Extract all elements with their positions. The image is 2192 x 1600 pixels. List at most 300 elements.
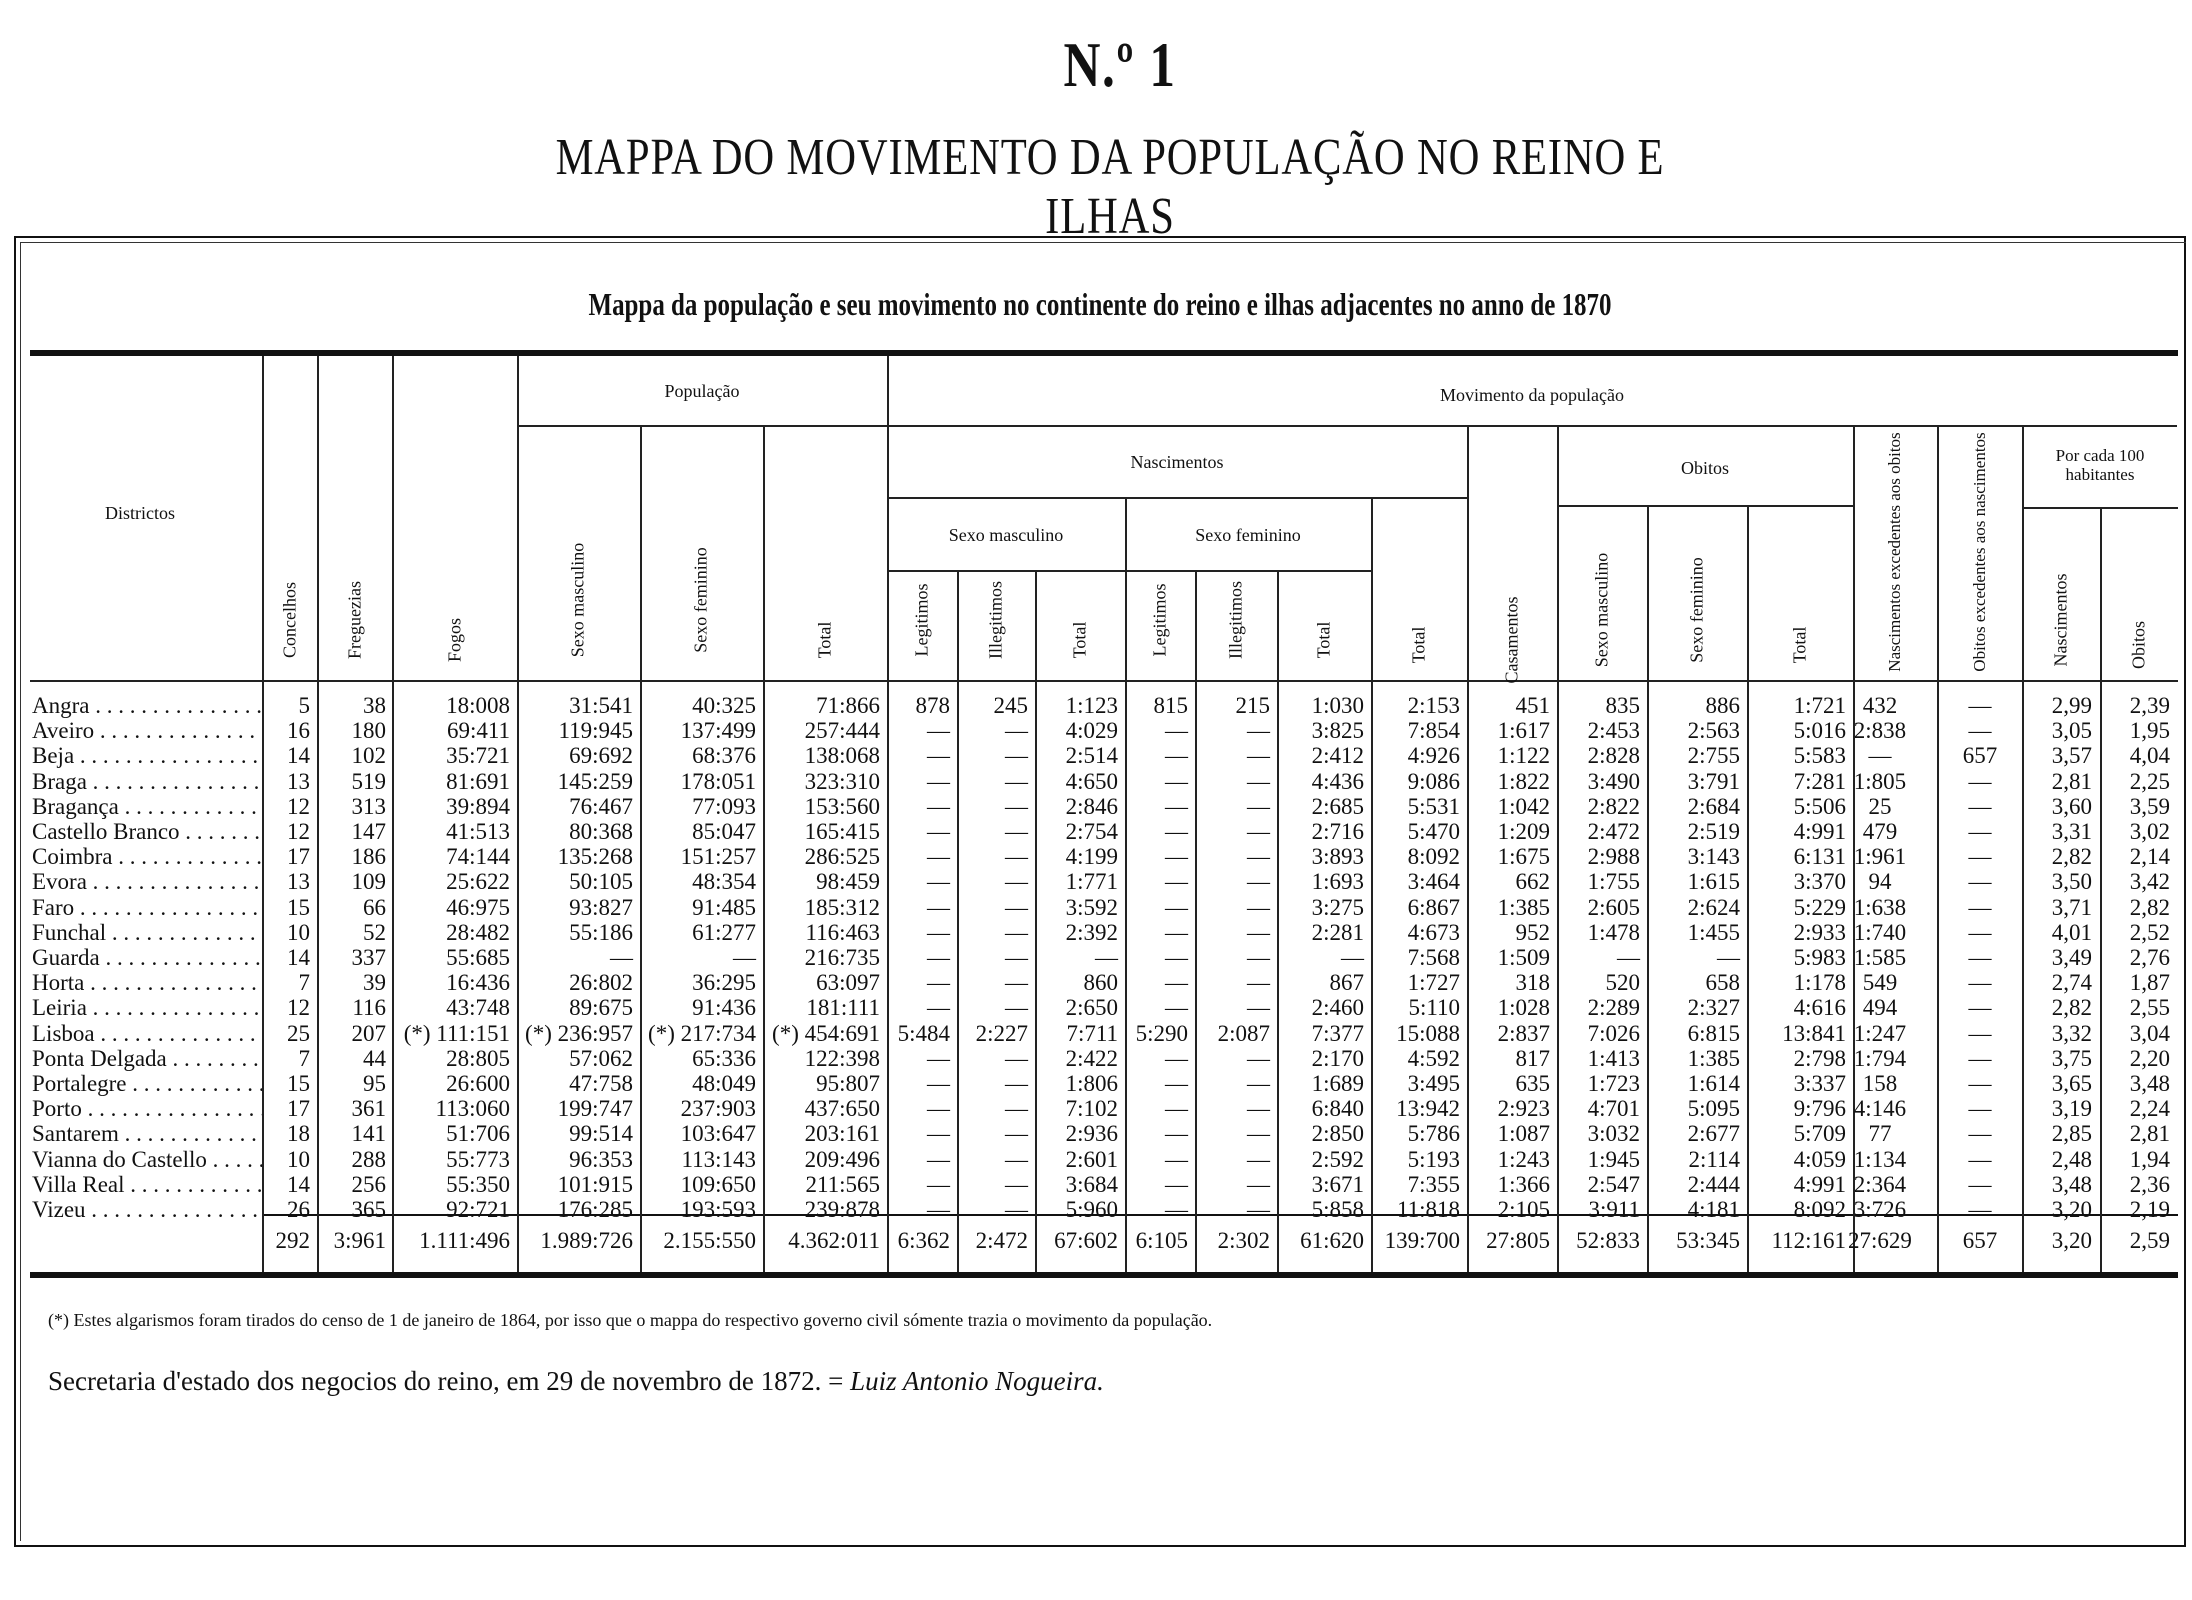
table-cell: 2:170 — [1311, 1045, 1364, 1071]
table-cell: 3:464 — [1407, 869, 1460, 895]
table-cell: 3,42 — [2129, 869, 2170, 895]
table-cell: 1:721 — [1793, 693, 1846, 718]
table-cell: 867 — [1329, 970, 1364, 996]
totals-cell: 1.989:726 — [540, 1228, 633, 1253]
table-cell: 2:923 — [1497, 1096, 1550, 1122]
table-cell: 239:878 — [804, 1197, 880, 1222]
table-cell: 1:028 — [1497, 995, 1550, 1021]
table-cell: — — [1247, 1171, 1270, 1197]
table-cell: 2:650 — [1065, 995, 1118, 1021]
table-cell: — — [1968, 1171, 1992, 1197]
table-cell: — — [1005, 793, 1028, 819]
table-cell: 15:088 — [1396, 1020, 1460, 1046]
table-cell: 2:605 — [1587, 894, 1640, 920]
nascimentos-rule — [887, 497, 1467, 499]
table-cell: 14 — [287, 1171, 310, 1197]
totals-cell: 27:629 — [1848, 1228, 1912, 1253]
table-cell: 3:370 — [1793, 869, 1846, 895]
table-cell: 55:186 — [569, 919, 633, 945]
table-cell: 91:436 — [692, 995, 756, 1021]
table-cell: — — [1247, 768, 1270, 794]
table-cell: 95 — [363, 1071, 386, 1096]
table-cell: 1:689 — [1311, 1071, 1364, 1096]
table-cell: 3:032 — [1587, 1121, 1640, 1147]
table-cell: 2:281 — [1311, 919, 1364, 945]
table-cell: — — [1868, 743, 1892, 769]
table-cell: 94 — [1868, 869, 1892, 895]
table-cell: 1:805 — [1853, 768, 1907, 794]
table-cell: 10 — [287, 919, 310, 945]
table-cell: 2,81 — [2129, 1121, 2170, 1147]
table-cell: 4:991 — [1793, 819, 1846, 844]
table-cell: 2:822 — [1587, 793, 1640, 819]
table-cell: 109:650 — [680, 1171, 756, 1197]
table-cell: 2,48 — [2051, 1146, 2092, 1172]
table-cell: — — [1968, 919, 1992, 945]
district-name: Castello Branco . . . — [32, 819, 262, 845]
table-cell: — — [1968, 1020, 1992, 1046]
table-cell: 55:685 — [446, 945, 510, 970]
table-cell: — — [1005, 1096, 1028, 1122]
table-cell: — — [1247, 1096, 1270, 1122]
table-cell: 657 — [1962, 743, 1998, 769]
table-cell: 109 — [351, 869, 386, 895]
table-cell: 2:114 — [1688, 1146, 1740, 1172]
table-cell: 286:525 — [804, 844, 880, 870]
table-cell: 3,49 — [2051, 945, 2092, 970]
table-cell: 1:794 — [1853, 1045, 1907, 1071]
table-cell: 4:029 — [1065, 718, 1118, 744]
table-cell: 99:514 — [569, 1121, 633, 1147]
document-number: N.º 1 — [1063, 29, 1177, 100]
table-cell: 432 — [1862, 693, 1898, 718]
table-cell: 1:822 — [1497, 768, 1550, 794]
table-cell: — — [1005, 1197, 1028, 1222]
table-cell: 199:747 — [557, 1096, 633, 1122]
table-cell: 5:709 — [1793, 1121, 1846, 1147]
table-cell: 361 — [351, 1096, 386, 1122]
table-cell: — — [1247, 1146, 1270, 1172]
table-cell: 66 — [363, 894, 386, 920]
table-cell: 519 — [351, 768, 386, 794]
table-cell: 2,81 — [2051, 768, 2092, 794]
table-cell: — — [927, 1121, 950, 1147]
table-cell: 2:547 — [1587, 1171, 1640, 1197]
table-cell: 16:436 — [446, 970, 510, 996]
table-cell: 13:841 — [1782, 1020, 1846, 1046]
table-cell: 81:691 — [446, 768, 510, 794]
table-cell: 2:850 — [1311, 1121, 1364, 1147]
table-cell: 98:459 — [816, 869, 880, 895]
table-cell: — — [1005, 1071, 1028, 1096]
table-cell: 35:721 — [446, 743, 510, 769]
totals-cell: 2,59 — [2129, 1228, 2170, 1253]
table-cell: — — [927, 819, 950, 844]
table-cell: 2,55 — [2129, 995, 2170, 1021]
table-cell: 1:178 — [1793, 970, 1846, 996]
table-cell: — — [1968, 1096, 1992, 1122]
table-cell: — — [1005, 743, 1028, 769]
table-cell: 1:123 — [1065, 693, 1118, 718]
table-cell: 7:355 — [1407, 1171, 1460, 1197]
table-cell: 2:453 — [1587, 718, 1640, 744]
district-name: Ponta Delgada . . . — [32, 1046, 262, 1072]
table-cell: 7 — [298, 970, 310, 996]
table-cell: (*) 454:691 — [772, 1020, 880, 1046]
table-cell: 39:894 — [446, 793, 510, 819]
table-cell: 2:105 — [1497, 1197, 1550, 1222]
table-cell: 211:565 — [805, 1171, 880, 1197]
table-cell: 7:102 — [1065, 1096, 1118, 1122]
table-cell: 2,52 — [2129, 919, 2170, 945]
table-cell: 3,59 — [2129, 793, 2170, 819]
table-cell: 835 — [1605, 693, 1640, 718]
table-cell: 2,82 — [2051, 995, 2092, 1021]
table-cell: — — [1005, 1146, 1028, 1172]
table-cell: 2:685 — [1311, 793, 1364, 819]
table-cell: 860 — [1083, 970, 1118, 996]
table-cell: — — [1247, 819, 1270, 844]
table-cell: 4:436 — [1311, 768, 1364, 794]
table-cell: 80:368 — [569, 819, 633, 844]
district-name: Aveiro . . . — [32, 718, 262, 744]
table-cell: 1:614 — [1687, 1071, 1740, 1096]
header-pop-fem: Sexo feminino — [690, 547, 711, 653]
table-cell: 3,65 — [2051, 1071, 2092, 1096]
table-cell: — — [1968, 894, 1992, 920]
table-cell: — — [1165, 1096, 1188, 1122]
table-cell: 1:385 — [1687, 1045, 1740, 1071]
district-name: Bragança . . . — [32, 794, 262, 820]
table-cell: — — [1247, 945, 1270, 970]
table-cell: 147 — [351, 819, 386, 844]
totals-cell: 2:472 — [975, 1228, 1028, 1253]
table-cell: — — [927, 718, 950, 744]
table-cell: 3,60 — [2051, 793, 2092, 819]
table-cell: 28:805 — [446, 1045, 510, 1071]
totals-cell: 3,20 — [2051, 1228, 2092, 1253]
totals-cell: 52:833 — [1576, 1228, 1640, 1253]
table-cell: 337 — [351, 945, 386, 970]
table-cell: 3,04 — [2129, 1020, 2170, 1046]
table-cell: 102 — [351, 743, 386, 769]
table-cell: — — [1968, 1121, 1992, 1147]
table-cell: 141 — [351, 1121, 386, 1147]
table-cell: 1:727 — [1407, 970, 1460, 996]
table-cell: 4:199 — [1065, 844, 1118, 870]
table-cell: — — [1617, 945, 1640, 970]
district-name: Angra . . . — [32, 693, 262, 719]
table-cell: — — [1005, 844, 1028, 870]
table-cell: 1:615 — [1687, 869, 1740, 895]
table-cell: 77:093 — [692, 793, 756, 819]
table-cell: 2:684 — [1687, 793, 1740, 819]
table-cell: 9:796 — [1793, 1096, 1846, 1122]
table-cell: 4:701 — [1587, 1096, 1640, 1122]
table-cell: 13:942 — [1396, 1096, 1460, 1122]
table-cell: 17 — [287, 844, 310, 870]
header-obitos: Obitos — [1680, 458, 1729, 478]
table-cell: 203:161 — [804, 1121, 880, 1147]
table-cell: 158 — [1862, 1071, 1898, 1096]
totals-cell: 3:961 — [333, 1228, 386, 1253]
table-cell: 365 — [351, 1197, 386, 1222]
totals-cell: 6:362 — [897, 1228, 950, 1253]
table-cell: — — [1247, 894, 1270, 920]
table-cell: — — [927, 945, 950, 970]
table-cell: — — [1717, 945, 1740, 970]
table-cell: — — [1968, 869, 1992, 895]
table-cell: 2:444 — [1687, 1171, 1740, 1197]
table-cell: 878 — [915, 693, 950, 718]
table-cell: 7:026 — [1587, 1020, 1640, 1046]
table-cell: 7:711 — [1066, 1020, 1118, 1046]
table-cell: 4,04 — [2129, 743, 2170, 769]
table-cell: 18 — [287, 1121, 310, 1147]
table-cell: — — [1968, 945, 1992, 970]
table-cell: 2:838 — [1853, 718, 1907, 744]
table-cell: — — [1341, 945, 1364, 970]
header-pop-masc: Sexo masculino — [567, 542, 588, 658]
table-cell: 69:411 — [446, 718, 510, 744]
table-cell: 5:506 — [1793, 793, 1846, 819]
table-cell: 89:675 — [569, 995, 633, 1021]
table-cell: 1:771 — [1065, 869, 1118, 895]
table-cell: 2:392 — [1065, 919, 1118, 945]
table-cell: 1,87 — [2129, 970, 2170, 996]
table-cell: 3,19 — [2051, 1096, 2092, 1122]
table-cell: — — [1968, 793, 1992, 819]
header-bottom-rule — [30, 680, 2178, 682]
header-por-cada: Por cada 100 habitantes — [2055, 446, 2145, 484]
header-obit-fem: Sexo feminino — [1686, 557, 1707, 663]
table-cell: 17 — [287, 1096, 310, 1122]
table-cell: — — [927, 743, 950, 769]
table-cell: 2,85 — [2051, 1121, 2092, 1147]
table-cell: — — [1165, 793, 1188, 819]
table-cell: 3:911 — [1588, 1197, 1640, 1222]
table-cell: 2:087 — [1217, 1020, 1270, 1046]
table-cell: 2:755 — [1687, 743, 1740, 769]
table-cell: 5:960 — [1065, 1197, 1118, 1222]
table-cell: — — [1005, 1171, 1028, 1197]
table-cell: 6:840 — [1311, 1096, 1364, 1122]
table-cell: 288 — [351, 1146, 386, 1172]
table-cell: 5:016 — [1793, 718, 1846, 744]
table-cell: 3:143 — [1687, 844, 1740, 870]
table-cell: 3:684 — [1065, 1171, 1118, 1197]
table-cell: 209:496 — [804, 1146, 880, 1172]
table-cell: — — [1005, 919, 1028, 945]
table-cell: 178:051 — [680, 768, 756, 794]
table-cell: 1:740 — [1853, 919, 1907, 945]
table-cell: 116:463 — [805, 919, 880, 945]
district-name: Santarem . . . — [32, 1121, 262, 1147]
table-cell: — — [1165, 995, 1188, 1021]
table-cell: 96:353 — [569, 1146, 633, 1172]
table-cell: 25:622 — [446, 869, 510, 895]
table-cell: 7:854 — [1407, 718, 1460, 744]
table-cell: — — [733, 945, 756, 970]
signature-line — [48, 1366, 1104, 1397]
table-cell: 2:227 — [975, 1020, 1028, 1046]
table-cell: 1:042 — [1497, 793, 1550, 819]
table-cell: 92:721 — [446, 1197, 510, 1222]
table-cell: 55:773 — [446, 1146, 510, 1172]
header-nasc-masc-leg: Legitimos — [911, 583, 932, 657]
table-cell: 122:398 — [804, 1045, 880, 1071]
table-cell: — — [1968, 1146, 1992, 1172]
table-cell: 26 — [287, 1197, 310, 1222]
table-cell: — — [1165, 819, 1188, 844]
table-cell: 113:060 — [435, 1096, 510, 1122]
table-cell: 26:600 — [446, 1071, 510, 1096]
header-movimento: Movimento da população — [1440, 385, 1624, 405]
table-cell: 181:111 — [806, 995, 880, 1021]
table-cell: — — [1247, 844, 1270, 870]
table-cell: 216:735 — [804, 945, 880, 970]
table-cell: — — [1165, 945, 1188, 970]
table-cell: 185:312 — [804, 894, 880, 920]
table-cell: 2,74 — [2051, 970, 2092, 996]
table-cell: 1:366 — [1497, 1171, 1550, 1197]
header-fogos: Fogos — [444, 617, 465, 663]
table-cell: 4:616 — [1793, 995, 1846, 1021]
table-cell: 3:671 — [1311, 1171, 1364, 1197]
table-cell: 3,48 — [2129, 1071, 2170, 1096]
header-populacao: População — [664, 381, 740, 401]
obitos-rule — [1557, 505, 1853, 507]
table-cell: 7:568 — [1407, 945, 1460, 970]
table-cell: 138:068 — [804, 743, 880, 769]
table-cell: 165:415 — [804, 819, 880, 844]
table-cell: 3:791 — [1687, 768, 1740, 794]
table-cell: 520 — [1605, 970, 1640, 996]
table-cell: 31:541 — [569, 693, 633, 718]
table-cell: — — [1005, 718, 1028, 744]
table-cell: 119:945 — [558, 718, 633, 744]
table-cell: 1:122 — [1497, 743, 1550, 769]
table-cell: 952 — [1515, 919, 1550, 945]
table-cell: 1:675 — [1497, 844, 1550, 870]
table-cell: — — [1247, 743, 1270, 769]
table-cell: — — [1165, 869, 1188, 895]
table-cell: 1:585 — [1853, 945, 1907, 970]
table-cell: — — [927, 869, 950, 895]
table-cell: — — [1968, 1071, 1992, 1096]
table-cell: 2:936 — [1065, 1121, 1118, 1147]
table-cell: 2:153 — [1407, 693, 1460, 718]
district-name: Faro . . . — [32, 895, 262, 921]
header-freguezias: Freguezias — [344, 581, 365, 659]
totals-cell: 1.111:496 — [419, 1228, 510, 1253]
totals-cell: 2:302 — [1217, 1228, 1270, 1253]
table-cell: — — [927, 793, 950, 819]
table-cell: 5:983 — [1793, 945, 1846, 970]
table-cell: 3:592 — [1065, 894, 1118, 920]
table-cell: 14 — [287, 945, 310, 970]
district-name: Vizeu . . . — [32, 1197, 262, 1223]
table-cell: 3,71 — [2051, 894, 2092, 920]
table-cell: 1:806 — [1065, 1071, 1118, 1096]
table-cell: — — [1968, 970, 1992, 996]
table-cell: 176:285 — [557, 1197, 633, 1222]
table-cell: 5:858 — [1311, 1197, 1364, 1222]
totals-cell: 292 — [275, 1228, 310, 1253]
table-cell: 51:706 — [446, 1121, 510, 1147]
table-cell: 68:376 — [692, 743, 756, 769]
document-title: MAPPA DO MOVIMENTO DA POPULAÇÃO NO REINO E ILHAS — [555, 129, 1665, 245]
district-name: Guarda . . . — [32, 945, 262, 971]
table-cell: 479 — [1862, 819, 1898, 844]
table-cell: 237:903 — [680, 1096, 756, 1122]
table-cell: — — [1165, 844, 1188, 870]
table-cell: 245 — [993, 693, 1028, 718]
district-name: Vianna do Castello . . . — [32, 1147, 262, 1173]
table-cell: — — [927, 844, 950, 870]
table-cell: — — [1005, 819, 1028, 844]
table-cell: 815 — [1153, 693, 1188, 718]
table-cell: 549 — [1862, 970, 1898, 996]
table-cell: 4:059 — [1793, 1146, 1846, 1172]
table-cell: 25 — [1868, 793, 1892, 819]
table-cell: — — [1165, 894, 1188, 920]
table-cell: 25 — [287, 1020, 310, 1046]
table-cell: — — [1005, 869, 1028, 895]
table-cell: — — [927, 1045, 950, 1071]
table-cell: 2:846 — [1065, 793, 1118, 819]
table-cell: — — [1247, 1197, 1270, 1222]
table-cell: 2:364 — [1853, 1171, 1907, 1197]
table-cell: 1:617 — [1497, 718, 1550, 744]
table-cell: 91:485 — [692, 894, 756, 920]
table-cell: 1:247 — [1853, 1020, 1907, 1046]
header-top-rule — [30, 350, 2178, 356]
table-cell: 2,14 — [2129, 844, 2170, 870]
table-cell: 6:131 — [1793, 844, 1846, 870]
table-cell: 1:509 — [1497, 945, 1550, 970]
table-cell: 135:268 — [557, 844, 633, 870]
table-cell: 7:377 — [1311, 1020, 1364, 1046]
table-cell: (*) 236:957 — [525, 1020, 633, 1046]
table-cell: — — [927, 768, 950, 794]
table-cell: 47:758 — [569, 1071, 633, 1096]
table-cell: 43:748 — [446, 995, 510, 1021]
totals-cell: 27:805 — [1486, 1228, 1550, 1253]
table-cell: 2:289 — [1587, 995, 1640, 1021]
table-cell: 28:482 — [446, 919, 510, 945]
table-cell: 9:086 — [1407, 768, 1460, 794]
table-cell: 3:490 — [1587, 768, 1640, 794]
header-nasc-fem-leg: Legitimos — [1149, 583, 1170, 657]
table-cell: 3,20 — [2051, 1197, 2092, 1222]
table-cell: 46:975 — [446, 894, 510, 920]
table-cell: 1:693 — [1311, 869, 1364, 895]
header-obit-excedentes: Obitos excedentes aos nascimentos — [1970, 432, 1989, 672]
table-cell: 2:624 — [1687, 894, 1740, 920]
table-cell: 1:945 — [1587, 1146, 1640, 1172]
table-cell: 8:092 — [1407, 844, 1460, 870]
header-pc-nasc: Nascimentos — [2050, 573, 2071, 667]
table-cell: 12 — [287, 819, 310, 844]
table-cell: 2,19 — [2129, 1197, 2170, 1222]
table-cell: 6:867 — [1407, 894, 1460, 920]
totals-cell: 112:161 — [1771, 1228, 1846, 1253]
table-cell: 50:105 — [569, 869, 633, 895]
table-cell: 2,36 — [2129, 1171, 2170, 1197]
table-cell: 2:601 — [1065, 1146, 1118, 1172]
table-cell: 12 — [287, 793, 310, 819]
